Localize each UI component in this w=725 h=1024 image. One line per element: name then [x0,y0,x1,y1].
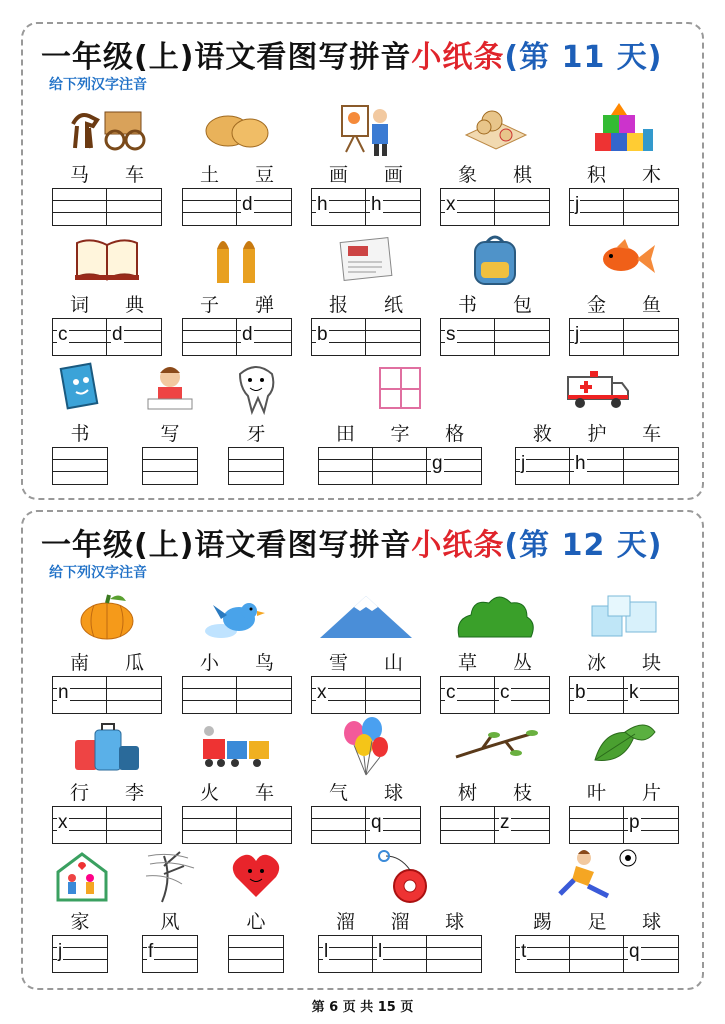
hanzi-char: 护 [587,423,607,445]
pinyin-input[interactable] [53,936,107,972]
family-house-icon [52,847,108,905]
pinyin-input[interactable] [237,319,291,355]
pinyin-input[interactable] [427,448,481,484]
hanzi-char: 瓜 [124,652,144,674]
pinyin-answer-group [142,447,198,485]
pinyin-input[interactable] [624,807,678,843]
hanzi-char: 豆 [254,164,274,186]
pinyin-input[interactable] [366,677,420,713]
horse-cart-icon [52,100,162,158]
tianzige-icon [318,359,482,417]
pinyin-initial: h [371,194,382,215]
pinyin-input[interactable] [237,807,291,843]
hanzi-char: 写 [160,423,180,445]
pinyin-answer-group [311,188,421,226]
pinyin-input[interactable] [183,807,237,843]
wind-icon [142,847,198,905]
worksheet-title [41,520,662,564]
pinyin-answer-group [182,676,292,714]
painting-kid-icon [311,100,421,158]
branch-icon [440,718,550,776]
pinyin-answer-group [311,676,421,714]
pinyin-input[interactable] [237,189,291,225]
pinyin-input[interactable] [570,189,624,225]
pinyin-input[interactable] [366,807,420,843]
pinyin-input[interactable] [312,807,366,843]
hanzi-char: 气 [328,782,348,804]
hanzi-char: 田 [335,423,355,445]
hanzi-char: 纸 [383,294,403,316]
pinyin-input[interactable] [570,936,624,972]
hanzi-char: 足 [587,911,607,933]
title-main: 一年级(上)语文看图写拼音 [41,528,412,563]
pinyin-answer-group [182,806,292,844]
pinyin-answer-group [515,935,679,973]
pinyin-initial: z [500,812,510,833]
pinyin-answer-group [182,318,292,356]
book-icon [52,359,108,417]
pinyin-input[interactable] [570,677,624,713]
hanzi-char: 积 [586,164,606,186]
hanzi-char: 叶 [586,782,606,804]
pinyin-initial: c [446,682,456,703]
pinyin-initial: x [446,194,456,215]
hanzi-char: 块 [641,652,661,674]
pinyin-initial: h [575,453,586,474]
tooth-icon [228,359,284,417]
pinyin-answer-group [142,935,198,973]
pinyin-input[interactable] [427,936,481,972]
snow-mountain-icon [311,588,421,646]
pinyin-initial: d [242,324,253,345]
pinyin-input[interactable] [312,189,366,225]
worksheet-title [41,32,662,76]
pinyin-initial: h [317,194,328,215]
title-highlight: 小纸条 [411,40,505,75]
hanzi-char: 片 [641,782,661,804]
pinyin-input[interactable] [229,936,283,972]
heart-icon [228,847,284,905]
pinyin-answer-group [318,935,482,973]
hanzi-char: 马 [69,164,89,186]
hanzi-char: 草 [457,652,477,674]
hanzi-char: 报 [328,294,348,316]
hanzi-char: 棋 [512,164,532,186]
pinyin-initial: g [432,453,443,474]
pinyin-input[interactable] [570,807,624,843]
pinyin-input[interactable] [183,189,237,225]
pinyin-initial: p [629,812,640,833]
hanzi-char: 南 [69,652,89,674]
pinyin-answer-group [318,447,482,485]
hanzi-char: 金 [586,294,606,316]
hanzi-char: 土 [199,164,219,186]
pinyin-input[interactable] [373,448,427,484]
hanzi-char: 球 [383,782,403,804]
pinyin-input[interactable] [366,319,420,355]
pinyin-input[interactable] [183,677,237,713]
bullet-icon [182,230,292,288]
hanzi-char: 家 [70,911,90,933]
hanzi-char: 典 [124,294,144,316]
title-day: (第 12 天) [504,528,663,563]
pinyin-input[interactable] [53,319,107,355]
pinyin-input[interactable] [516,448,570,484]
pinyin-answer-group [52,188,162,226]
hanzi-char: 救 [532,423,552,445]
yoyo-icon [318,847,482,905]
title-day: (第 11 天) [504,40,663,75]
pinyin-input[interactable] [183,319,237,355]
pinyin-input[interactable] [237,677,291,713]
hanzi-char: 牙 [246,423,266,445]
instruction-text: 给下列汉字注音 [49,77,147,93]
pinyin-answer-group [52,935,108,973]
writing-kid-icon [142,359,198,417]
pinyin-initial: d [242,194,253,215]
pinyin-answer-group [52,806,162,844]
potato-icon [182,100,292,158]
pinyin-answer-group [228,447,284,485]
pinyin-input[interactable] [495,189,549,225]
hanzi-char: 雪 [328,652,348,674]
bird-icon [182,588,292,646]
pinyin-initial: q [629,941,640,962]
pinyin-answer-group [52,676,162,714]
title-highlight: 小纸条 [411,528,505,563]
hanzi-char: 冰 [586,652,606,674]
pinyin-input[interactable] [373,936,427,972]
pinyin-initial: n [58,682,69,703]
hanzi-char: 踢 [532,911,552,933]
hanzi-char: 树 [457,782,477,804]
hanzi-char: 车 [642,423,662,445]
pinyin-initial: j [521,453,526,474]
pinyin-answer-group [228,935,284,973]
pinyin-input[interactable] [516,936,570,972]
hanzi-char: 字 [390,423,410,445]
pinyin-input[interactable] [495,807,549,843]
hanzi-char: 球 [445,911,465,933]
chess-icon [440,100,550,158]
hanzi-char: 小 [199,652,219,674]
hanzi-char: 书 [457,294,477,316]
newspaper-icon [311,230,421,288]
hanzi-char: 风 [160,911,180,933]
pinyin-initial: c [500,682,510,703]
hanzi-char: 画 [383,164,403,186]
pinyin-input[interactable] [624,448,678,484]
pinyin-input[interactable] [441,319,495,355]
pinyin-answer-group [569,676,679,714]
hanzi-char: 格 [445,423,465,445]
pinyin-input[interactable] [366,189,420,225]
pinyin-answer-group [515,447,679,485]
pinyin-answer-group [569,318,679,356]
hanzi-char: 弹 [254,294,274,316]
backpack-icon [440,230,550,288]
leaves-icon [569,718,679,776]
worksheet-card [21,510,704,990]
pinyin-input[interactable] [107,319,161,355]
pinyin-input[interactable] [229,448,283,484]
soccer-kid-icon [515,847,679,905]
luggage-icon [52,718,162,776]
pinyin-initial: c [58,324,68,345]
pinyin-initial: s [446,324,456,345]
hanzi-char: 溜 [390,911,410,933]
goldfish-icon [569,230,679,288]
pinyin-initial: b [317,324,328,345]
pinyin-input[interactable] [53,189,107,225]
pinyin-answer-group [182,188,292,226]
hanzi-char: 球 [642,911,662,933]
pinyin-answer-group [569,806,679,844]
pinyin-initial: x [58,812,68,833]
pinyin-input[interactable] [495,319,549,355]
worksheet-card [21,22,704,500]
pinyin-input[interactable] [495,677,549,713]
balloons-icon [311,718,421,776]
hanzi-char: 鸟 [254,652,274,674]
hanzi-char: 枝 [512,782,532,804]
pinyin-input[interactable] [53,807,107,843]
pinyin-initial: k [629,682,639,703]
pinyin-initial: b [575,682,586,703]
pinyin-input[interactable] [107,807,161,843]
pinyin-initial: q [371,812,382,833]
title-main: 一年级(上)语文看图写拼音 [41,40,412,75]
hanzi-char: 鱼 [641,294,661,316]
pinyin-input[interactable] [624,319,678,355]
pinyin-initial: d [112,324,123,345]
hanzi-char: 木 [641,164,661,186]
hanzi-char: 车 [254,782,274,804]
hanzi-char: 山 [383,652,403,674]
pinyin-input[interactable] [624,936,678,972]
pinyin-initial: j [575,194,580,215]
pinyin-input[interactable] [107,677,161,713]
pinyin-input[interactable] [441,677,495,713]
pinyin-initial: t [521,941,527,962]
pinyin-input[interactable] [312,319,366,355]
ice-cube-icon [569,588,679,646]
hanzi-char: 子 [199,294,219,316]
pinyin-answer-group [52,318,162,356]
hanzi-char: 词 [69,294,89,316]
hanzi-char: 李 [124,782,144,804]
pinyin-answer-group [440,806,550,844]
pinyin-input[interactable] [441,189,495,225]
hanzi-char: 火 [199,782,219,804]
pinyin-input[interactable] [570,319,624,355]
hanzi-char: 心 [246,911,266,933]
pumpkin-icon [52,588,162,646]
pinyin-answer-group [440,318,550,356]
blocks-icon [569,100,679,158]
pinyin-input[interactable] [53,448,107,484]
hanzi-char: 象 [457,164,477,186]
pinyin-initial: l [324,941,329,962]
pinyin-input[interactable] [624,189,678,225]
pinyin-input[interactable] [312,677,366,713]
pinyin-input[interactable] [319,936,373,972]
pinyin-answer-group [440,676,550,714]
hanzi-char: 书 [70,423,90,445]
dictionary-icon [52,230,162,288]
page-footer: 第 6 页 共 15 页 [311,1000,414,1015]
pinyin-initial: x [317,682,327,703]
hanzi-char: 车 [124,164,144,186]
pinyin-initial: j [58,941,63,962]
hanzi-char: 行 [69,782,89,804]
pinyin-input[interactable] [624,677,678,713]
hanzi-char: 溜 [335,911,355,933]
pinyin-answer-group [440,188,550,226]
bush-icon [440,588,550,646]
pinyin-initial: l [378,941,383,962]
pinyin-input[interactable] [107,189,161,225]
pinyin-initial: j [575,324,580,345]
pinyin-input[interactable] [319,448,373,484]
pinyin-input[interactable] [143,448,197,484]
pinyin-input[interactable] [441,807,495,843]
pinyin-initial: f [148,941,154,962]
train-icon [182,718,292,776]
hanzi-char: 包 [512,294,532,316]
pinyin-answer-group [569,188,679,226]
hanzi-char: 画 [328,164,348,186]
pinyin-input[interactable] [570,448,624,484]
ambulance-icon [515,359,679,417]
pinyin-input[interactable] [53,677,107,713]
hanzi-char: 丛 [512,652,532,674]
pinyin-answer-group [311,318,421,356]
pinyin-answer-group [311,806,421,844]
pinyin-answer-group [52,447,108,485]
instruction-text: 给下列汉字注音 [49,565,147,581]
tianzige-grid [379,367,421,409]
pinyin-input[interactable] [143,936,197,972]
